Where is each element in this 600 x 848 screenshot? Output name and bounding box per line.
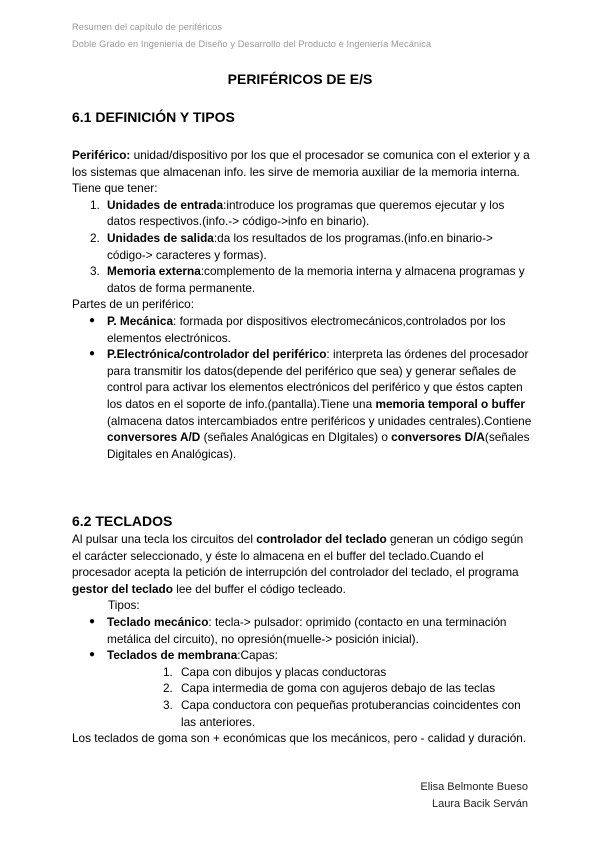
list-number: 1. — [163, 664, 173, 679]
page-header — [72, 19, 431, 53]
list-item — [72, 664, 532, 681]
list-item — [72, 680, 532, 697]
units-list — [72, 197, 532, 297]
bullet-icon: ● — [89, 314, 96, 326]
list-text: :da los resultados de los programas.(info.en binario-> código-> caracteres y formas). — [107, 230, 493, 262]
list-term: P.Electrónica/controlador del periférico — [107, 347, 327, 362]
parts-list — [72, 313, 532, 462]
author-name: Laura Bacik Serván — [432, 798, 528, 810]
list-number: 1. — [90, 197, 100, 212]
list-term: memoria temporal o buffer — [375, 396, 525, 411]
tipos-label: Tipos: — [108, 598, 140, 613]
list-number: 2. — [163, 681, 173, 696]
list-number: 2. — [90, 230, 100, 245]
list-text: : tecla-> pulsador: oprimido (contacto en una terminación metálica del circuito), no opresión(muelle-> posición inicial). — [107, 614, 507, 646]
paragraph-term: controlador del teclado — [256, 532, 387, 546]
list-item — [72, 697, 532, 730]
list-term: Teclado mecánico — [107, 614, 209, 629]
keyboard-paragraph — [72, 531, 532, 597]
list-item — [72, 647, 532, 664]
list-term: P. Mecánica — [107, 313, 174, 328]
bullet-icon: ● — [89, 348, 96, 360]
list-text: (señales Analógicas en DIgitales) o — [200, 430, 392, 445]
list-number: 3. — [90, 264, 100, 279]
paragraph-text: lee del buffer el código tecleado. — [172, 581, 346, 596]
list-text: :introduce los programas que queremos ejecutar y los datos respectivos.(info.-> código->info en binario). — [107, 197, 505, 229]
bullet-icon: ● — [89, 615, 96, 627]
list-text: Capa con dibujos y placas conductoras — [181, 664, 387, 679]
section-heading-definicion: 6.1 DEFINICIÓN Y TIPOS — [72, 109, 235, 125]
list-term: Memoria externa — [107, 264, 201, 279]
closing-paragraph: Los teclados de goma son + económicas que los mecánicos, pero - calidad y duración. — [72, 731, 527, 746]
definition-paragraph — [72, 147, 532, 180]
list-item — [72, 197, 532, 230]
list-text: Capa intermedia de goma con agujeros debajo de las teclas — [181, 681, 496, 696]
list-term: Unidades de entrada — [107, 197, 224, 212]
list-term: Unidades de salida — [107, 230, 214, 245]
definition-text: unidad/dispositivo por los que el procesador se comunica con el exterior y a los sistemas que almacenan info. les sirve de memoria auxiliar de la memoria interna. — [72, 148, 530, 179]
tiene-label: Tiene que tener: — [72, 181, 158, 196]
definition-term: Periférico: — [72, 148, 131, 162]
paragraph-term: gestor del teclado — [72, 581, 173, 596]
list-term: Teclados de membrana — [107, 648, 238, 663]
section-heading-teclados: 6.2 TECLADOS — [72, 513, 173, 529]
header-degree: Doble Grado en Ingeniería de Diseño y Desarrollo del Producto e Ingeniería Mecánica — [72, 39, 432, 49]
list-text: (almacena datos intercambiados entre periféricos y unidades centrales).Contiene — [107, 413, 532, 428]
list-item — [72, 313, 532, 346]
list-term: conversores A/D — [107, 430, 201, 445]
list-item — [72, 263, 532, 296]
author-name: Elisa Belmonte Bueso — [420, 781, 528, 793]
list-number: 3. — [163, 697, 173, 712]
list-text: (señales Digitales en Analógicas). — [107, 430, 530, 461]
header-course: Resumen del capítulo de periféricos — [72, 22, 223, 32]
partes-label: Partes de un periférico: — [72, 297, 194, 312]
list-text: : interpreta las órdenes del procesador para transmitir los datos(depende del periférico que sea) y generar señales de control para activar los elementos electrónicos del periférico y que éstos capten los datos en el soporte de info.(pantalla).Tiene una — [107, 347, 529, 411]
section-teclados-body — [72, 531, 532, 747]
list-text: : formada por dispositivos electromecánicos,controlados por los elementos electrónicos. — [107, 313, 506, 345]
paragraph-text: generan un código según el carácter seleccionado, y éste lo almacena en el buffer del teclado.Cuando el procesador acepta la petición de interrupción del controlador del teclado, el programa — [72, 532, 524, 580]
list-item — [72, 346, 532, 462]
document-title: PERIFÉRICOS DE E/S — [227, 71, 373, 87]
paragraph-text: Al pulsar una tecla los circuitos del — [72, 532, 257, 546]
keyboard-types-list — [72, 614, 532, 664]
membrane-layers-list — [72, 664, 532, 730]
list-term: conversores D/A — [391, 430, 485, 445]
page-footer — [420, 779, 528, 813]
section-definicion-body — [72, 147, 532, 462]
list-text: :complemento de la memoria interna y almacena programas y datos de forma permanente. — [107, 264, 525, 295]
list-text: :Capas: — [237, 648, 278, 663]
list-item — [72, 230, 532, 263]
list-item — [72, 614, 532, 647]
list-text: Capa conductora con pequeñas protuberancias coincidentes con las anteriores. — [181, 697, 521, 729]
bullet-icon: ● — [89, 649, 96, 661]
